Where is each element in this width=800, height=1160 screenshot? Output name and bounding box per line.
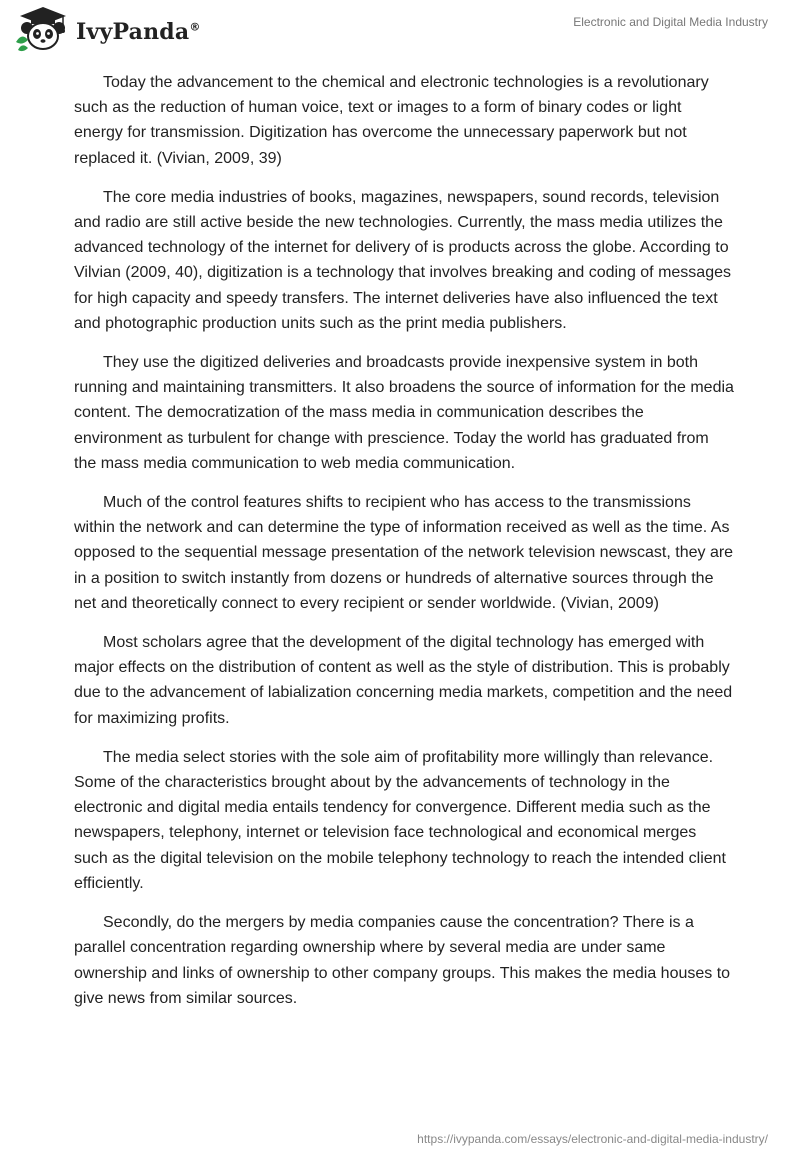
paragraph: The core media industries of books, magazines, newspapers, sound records, television and radio are still active beside the new technologies. Currently, the mass media utilizes the advanced technology of the internet for delivery of is products across the globe. According to Vilvian (2009, 40), digitization is a technology that involves breaking and coding of messages for high capacity and speedy transfers. The internet deliveries have also influenced the text and photographic production units such as the print media publishers. (74, 188, 731, 332)
essay-body (74, 70, 734, 1025)
brand-logo[interactable] (14, 6, 201, 52)
paragraph: They use the digitized deliveries and broadcasts provide inexpensive system in both running and maintaining transmitters. It also broadens the source of information for the media content. The democratization of the mass media in communication describes the environment as turbulent for change with prescience. Today the world has graduated from the mass media communication to web media communication. (74, 354, 734, 472)
paragraph: Today the advancement to the chemical and electronic technologies is a revolutionary such as the reduction of human voice, text or images to a form of binary codes or light energy for transmission. Digitization has overcome the unnecessary paperwork but not replaced it. (Vivian, 2009, 39) (74, 74, 709, 167)
paragraph: Much of the control features shifts to recipient who has access to the transmissions within the network and can determine the type of information received as well as the time. As opposed to the sequential message presentation of the network television newscast, they are in a position to switch instantly from dozens or hundreds of alternative sources through the net and theoretically connect to every recipient or sender worldwide. (Vivian, 2009) (74, 494, 734, 612)
panda-graduate-icon (14, 6, 72, 52)
brand-name: IvyPanda® (76, 19, 201, 45)
paragraph: The media select stories with the sole aim of profitability more willingly than relevance. Some of the characteristics brought about by the advancements of technology in the electronic and digital media entails tendency for convergence. Different media such as the newspapers, telephony, internet or television face technological and economical merges such as the digital television on the mobile telephony technology to reach the intended client efficiently. (74, 748, 726, 892)
source-url[interactable]: https://ivypanda.com/essays/electronic-and-digital-media-industry/ (417, 1132, 768, 1146)
paragraph: Secondly, do the mergers by media companies cause the concentration? There is a parallel concentration regarding ownership where by several media are under same ownership and links of ownership to other company groups. This makes the media houses to give news from similar sources. (74, 914, 731, 1007)
page-header (0, 0, 800, 60)
paragraph: Most scholars agree that the development of the digital technology has emerged with major effects on the distribution of content as well as the style of distribution. This is probably due to the advancement of labialization concerning media markets, competition and the need for maximizing profits. (74, 634, 733, 727)
document-title: Electronic and Digital Media Industry (573, 15, 768, 29)
